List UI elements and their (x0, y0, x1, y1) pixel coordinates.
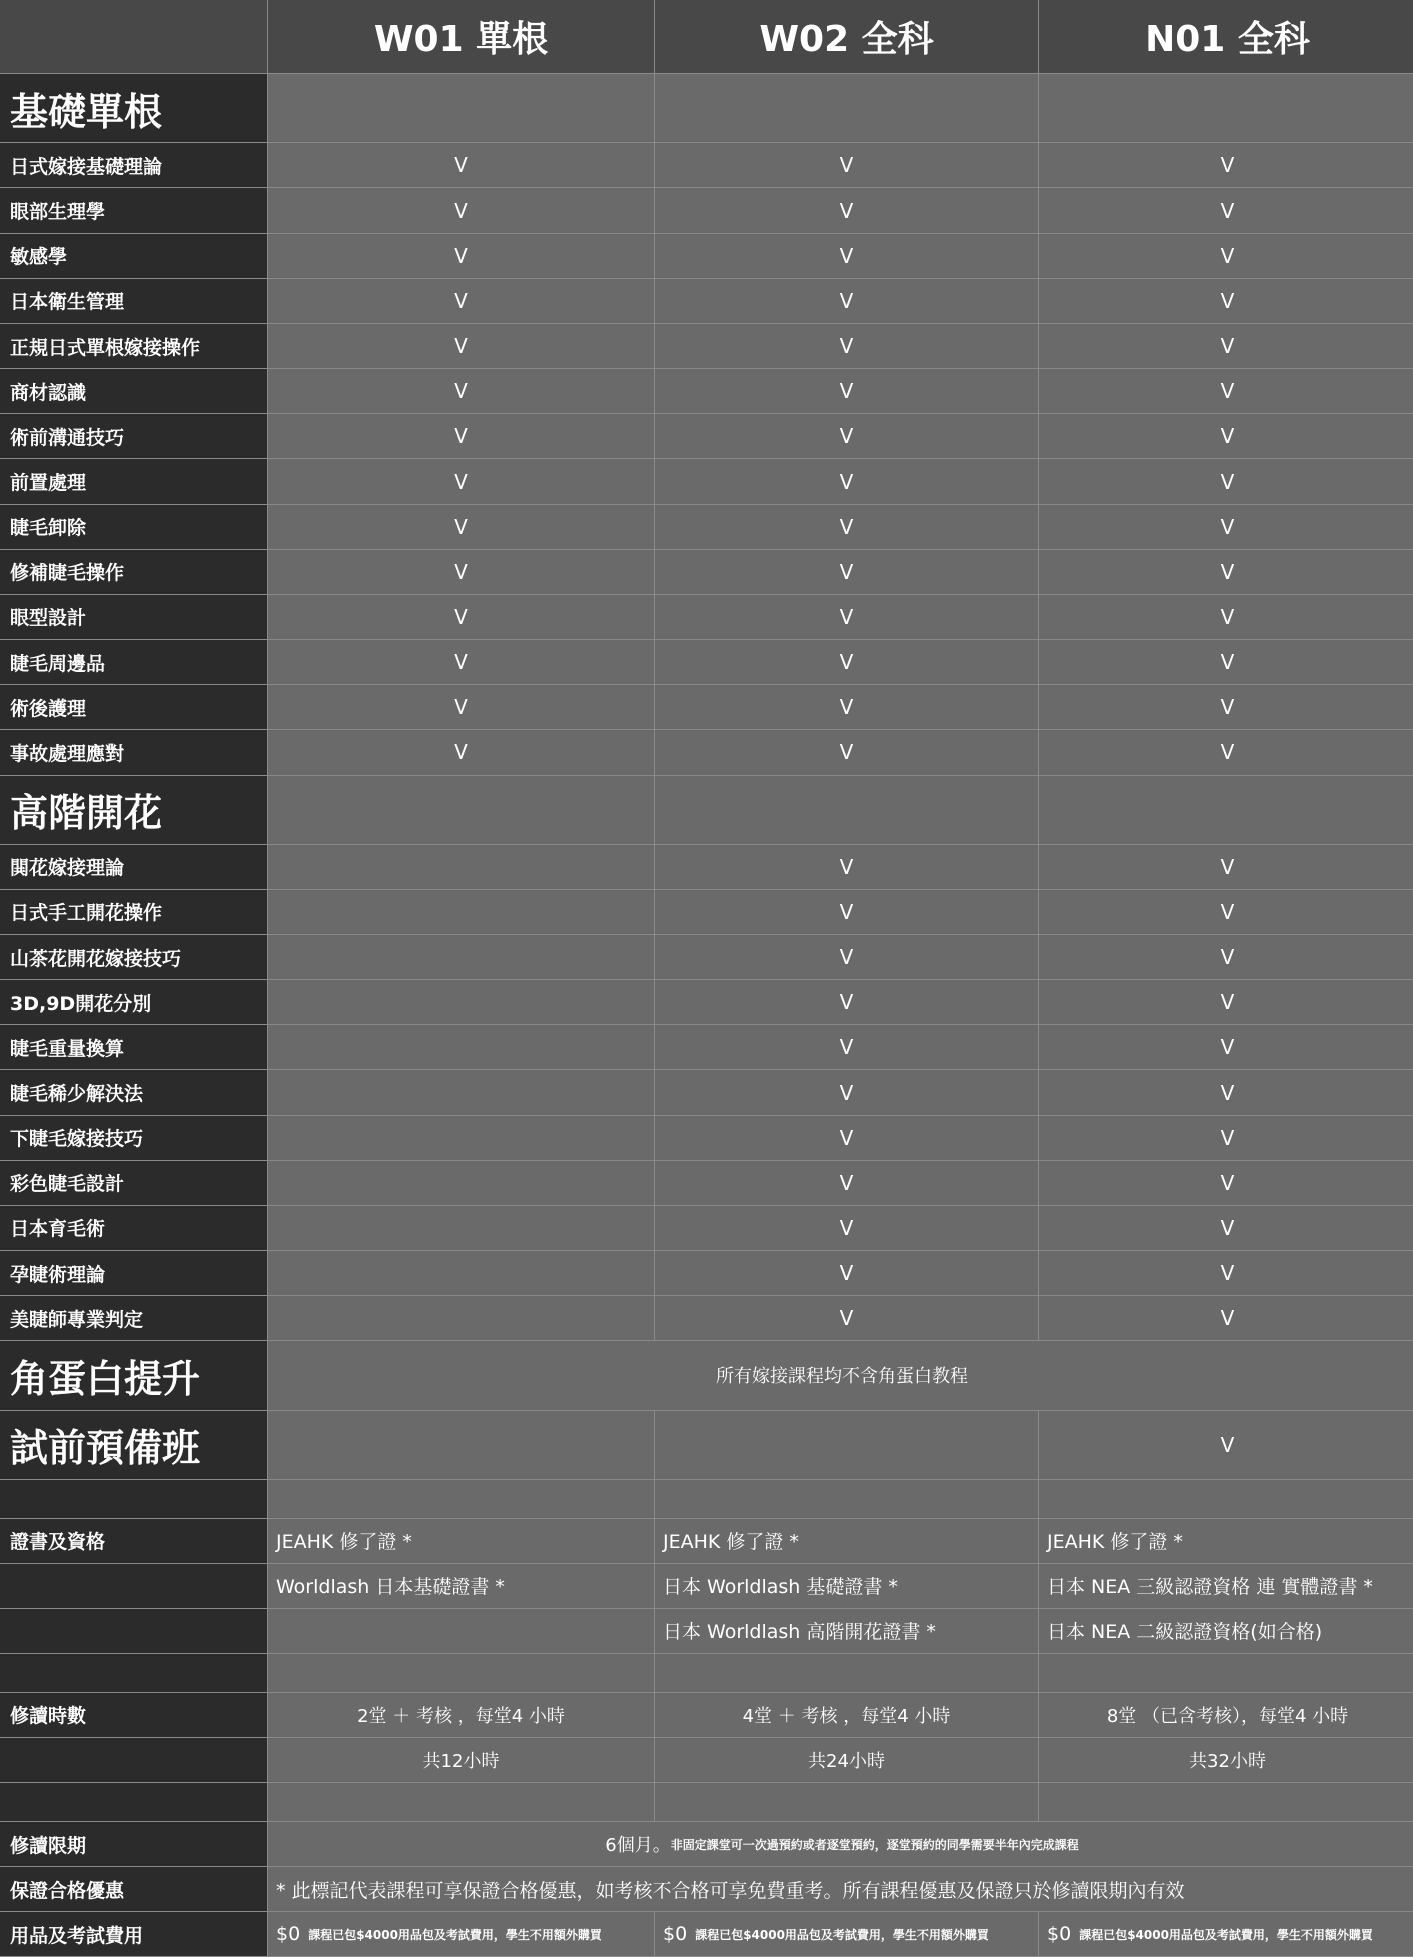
spacer-cell (268, 1654, 654, 1692)
certificate-item: JEAHK 修了證 * (268, 1519, 654, 1563)
topic-label: 正規日式單根嫁接操作 (0, 324, 267, 368)
certificate-item: JEAHK 修了證 * (655, 1519, 1038, 1563)
check-mark: V (1039, 279, 1413, 323)
hours-label: 修讀時數 (0, 1693, 267, 1737)
topic-label: 術後護理 (0, 685, 267, 729)
check-mark: V (1039, 1411, 1413, 1479)
column-header-n01: N01 全科 (1039, 0, 1413, 73)
fee-note: 課程已包$4000用品包及考試費用，學生不用額外購買 (308, 1927, 602, 1942)
section-title-basic: 基礎單根 (0, 74, 267, 142)
fee-price: $0 (276, 1923, 301, 1946)
check-mark: V (655, 640, 1038, 684)
check-mark: V (655, 1161, 1038, 1205)
check-mark: V (1039, 234, 1413, 278)
section-title-keratin: 角蛋白提升 (0, 1341, 267, 1409)
check-mark: V (1039, 980, 1413, 1024)
hours-sessions: 2堂 ＋ 考核 ，每堂4 小時 (268, 1693, 654, 1737)
spacer-cell (655, 1783, 1038, 1821)
check-mark: V (655, 935, 1038, 979)
empty-cell (268, 1251, 654, 1295)
topic-label: 山茶花開花嫁接技巧 (0, 935, 267, 979)
certificate-item: JEAHK 修了證 * (1039, 1519, 1413, 1563)
check-mark: V (655, 890, 1038, 934)
certificate-item: 日本 Worldlash 基礎證書 * (655, 1564, 1038, 1608)
section-empty-cell (1039, 74, 1413, 142)
row-label-empty (0, 1609, 267, 1653)
period-months: 6個月。 (605, 1835, 671, 1857)
hours-total: 共24小時 (655, 1738, 1038, 1782)
check-mark: V (268, 279, 654, 323)
check-mark: V (1039, 730, 1413, 774)
check-mark: V (1039, 1070, 1413, 1114)
certificate-item: Worldlash 日本基礎證書 * (268, 1564, 654, 1608)
check-mark: V (268, 685, 654, 729)
check-mark: V (268, 234, 654, 278)
check-mark: V (655, 369, 1038, 413)
fee-price: $0 (663, 1923, 688, 1946)
empty-cell (268, 935, 654, 979)
check-mark: V (1039, 845, 1413, 889)
topic-label: 日本育毛術 (0, 1206, 267, 1250)
column-header-w02: W02 全科 (655, 0, 1038, 73)
check-mark: V (1039, 890, 1413, 934)
topic-label: 閧花嫁接理論 (0, 845, 267, 889)
row-label-empty (0, 1564, 267, 1608)
spacer-cell (655, 1654, 1038, 1692)
empty-cell (268, 1070, 654, 1114)
check-mark: V (1039, 324, 1413, 368)
check-mark: V (655, 279, 1038, 323)
check-mark: V (268, 505, 654, 549)
topic-label: 睫毛重量換算 (0, 1025, 267, 1069)
certificates-label: 證書及資格 (0, 1519, 267, 1563)
period-label: 修讀限期 (0, 1822, 267, 1866)
topic-label: 孕睫術理論 (0, 1251, 267, 1295)
fees-label: 用品及考試費用 (0, 1912, 267, 1956)
column-header-w01: W01 單根 (268, 0, 654, 73)
spacer-label (0, 1480, 267, 1518)
fee-cell (1039, 1912, 1413, 1956)
check-mark: V (1039, 1025, 1413, 1069)
spacer-cell (1039, 1783, 1413, 1821)
check-mark: V (655, 1206, 1038, 1250)
section-empty-cell (1039, 776, 1413, 844)
guarantee-label: 保證合格優惠 (0, 1867, 267, 1911)
check-mark: V (1039, 640, 1413, 684)
topic-label: 眼型設計 (0, 595, 267, 639)
topic-label: 商材認識 (0, 369, 267, 413)
fee-note: 課程已包$4000用品包及考試費用，學生不用額外購買 (1079, 1927, 1373, 1942)
check-mark: V (268, 459, 654, 503)
topic-label: 日式嫁接基礎理論 (0, 143, 267, 187)
check-mark: V (1039, 685, 1413, 729)
check-mark: V (655, 1116, 1038, 1160)
period-value (268, 1822, 1413, 1866)
hours-total: 共12小時 (268, 1738, 654, 1782)
check-mark: V (655, 414, 1038, 458)
empty-cell (268, 980, 654, 1024)
check-mark: V (1039, 143, 1413, 187)
spacer-label (0, 1783, 267, 1821)
empty-cell (268, 845, 654, 889)
certificate-item (268, 1609, 654, 1653)
section-empty-cell (655, 776, 1038, 844)
fee-note: 課程已包$4000用品包及考試費用，學生不用額外購買 (695, 1927, 989, 1942)
check-mark: V (655, 505, 1038, 549)
check-mark: V (1039, 595, 1413, 639)
topic-label: 3D,9D開花分別 (0, 980, 267, 1024)
empty-cell (268, 1206, 654, 1250)
row-label-empty (0, 1738, 267, 1782)
topic-label: 術前溝通技巧 (0, 414, 267, 458)
topic-label: 眼部生理學 (0, 188, 267, 232)
check-mark: V (1039, 1251, 1413, 1295)
topic-label: 睫毛稀少解決法 (0, 1070, 267, 1114)
topic-label: 事故處理應對 (0, 730, 267, 774)
check-mark: V (268, 143, 654, 187)
fee-cell (655, 1912, 1038, 1956)
fee-price: $0 (1047, 1923, 1072, 1946)
check-mark: V (655, 1025, 1038, 1069)
empty-cell (268, 1411, 654, 1479)
empty-cell (655, 1411, 1038, 1479)
section-title-prep: 試前預備班 (0, 1411, 267, 1479)
check-mark: V (268, 324, 654, 368)
check-mark: V (655, 685, 1038, 729)
check-mark: V (268, 188, 654, 232)
empty-cell (268, 1116, 654, 1160)
check-mark: V (1039, 369, 1413, 413)
topic-label: 彩色睫毛設計 (0, 1161, 267, 1205)
check-mark: V (1039, 1116, 1413, 1160)
hours-sessions: 8堂 （已含考核），每堂4 小時 (1039, 1693, 1413, 1737)
topic-label: 前置處理 (0, 459, 267, 503)
topic-label: 敏感學 (0, 234, 267, 278)
header-corner (0, 0, 267, 73)
topic-label: 修補睫毛操作 (0, 550, 267, 594)
check-mark: V (268, 730, 654, 774)
check-mark: V (268, 550, 654, 594)
check-mark: V (1039, 1206, 1413, 1250)
check-mark: V (655, 845, 1038, 889)
spacer-cell (268, 1783, 654, 1821)
topic-label: 下睫毛嫁接技巧 (0, 1116, 267, 1160)
check-mark: V (268, 369, 654, 413)
check-mark: V (268, 595, 654, 639)
empty-cell (268, 890, 654, 934)
topic-label: 睫毛周邊品 (0, 640, 267, 684)
check-mark: V (655, 324, 1038, 368)
check-mark: V (655, 730, 1038, 774)
section-empty-cell (655, 74, 1038, 142)
check-mark: V (1039, 414, 1413, 458)
topic-label: 日式手工開花操作 (0, 890, 267, 934)
certificate-item: 日本 Worldlash 高階開花證書 * (655, 1609, 1038, 1653)
section-empty-cell (268, 74, 654, 142)
check-mark: V (268, 640, 654, 684)
section-empty-cell (268, 776, 654, 844)
empty-cell (268, 1296, 654, 1340)
spacer-cell (655, 1480, 1038, 1518)
check-mark: V (655, 595, 1038, 639)
check-mark: V (655, 188, 1038, 232)
spacer-cell (1039, 1480, 1413, 1518)
check-mark: V (655, 1070, 1038, 1114)
spacer-cell (268, 1480, 654, 1518)
empty-cell (268, 1161, 654, 1205)
check-mark: V (1039, 188, 1413, 232)
check-mark: V (655, 143, 1038, 187)
fee-cell (268, 1912, 654, 1956)
check-mark: V (655, 1296, 1038, 1340)
period-note: 非固定課堂可一次過預約或者逐堂預約，逐堂預約的同學需要半年內完成課程 (670, 1837, 1079, 1852)
spacer-label (0, 1654, 267, 1692)
guarantee-text: * 此標記代表課程可享保證合格優惠，如考核不合格可享免費重考。所有課程優惠及保證只於修讀限期內有效 (268, 1867, 1413, 1911)
check-mark: V (655, 234, 1038, 278)
check-mark: V (1039, 505, 1413, 549)
certificate-item: 日本 NEA 三級認證資格 連 實體證書 * (1039, 1564, 1413, 1608)
spacer-cell (1039, 1654, 1413, 1692)
check-mark: V (268, 414, 654, 458)
check-mark: V (1039, 459, 1413, 503)
check-mark: V (655, 459, 1038, 503)
topic-label: 睫毛卸除 (0, 505, 267, 549)
check-mark: V (1039, 550, 1413, 594)
topic-label: 日本衛生管理 (0, 279, 267, 323)
topic-label: 美睫師專業判定 (0, 1296, 267, 1340)
check-mark: V (655, 550, 1038, 594)
section-title-advanced: 高階開花 (0, 776, 267, 844)
hours-total: 共32小時 (1039, 1738, 1413, 1782)
check-mark: V (1039, 1161, 1413, 1205)
check-mark: V (655, 980, 1038, 1024)
keratin-note: 所有嫁接課程均不含角蛋白教程 (268, 1341, 1413, 1409)
check-mark: V (1039, 935, 1413, 979)
certificate-item: 日本 NEA 二級認證資格(如合格) (1039, 1609, 1413, 1653)
check-mark: V (1039, 1296, 1413, 1340)
hours-sessions: 4堂 ＋ 考核 ，每堂4 小時 (655, 1693, 1038, 1737)
check-mark: V (655, 1251, 1038, 1295)
empty-cell (268, 1025, 654, 1069)
